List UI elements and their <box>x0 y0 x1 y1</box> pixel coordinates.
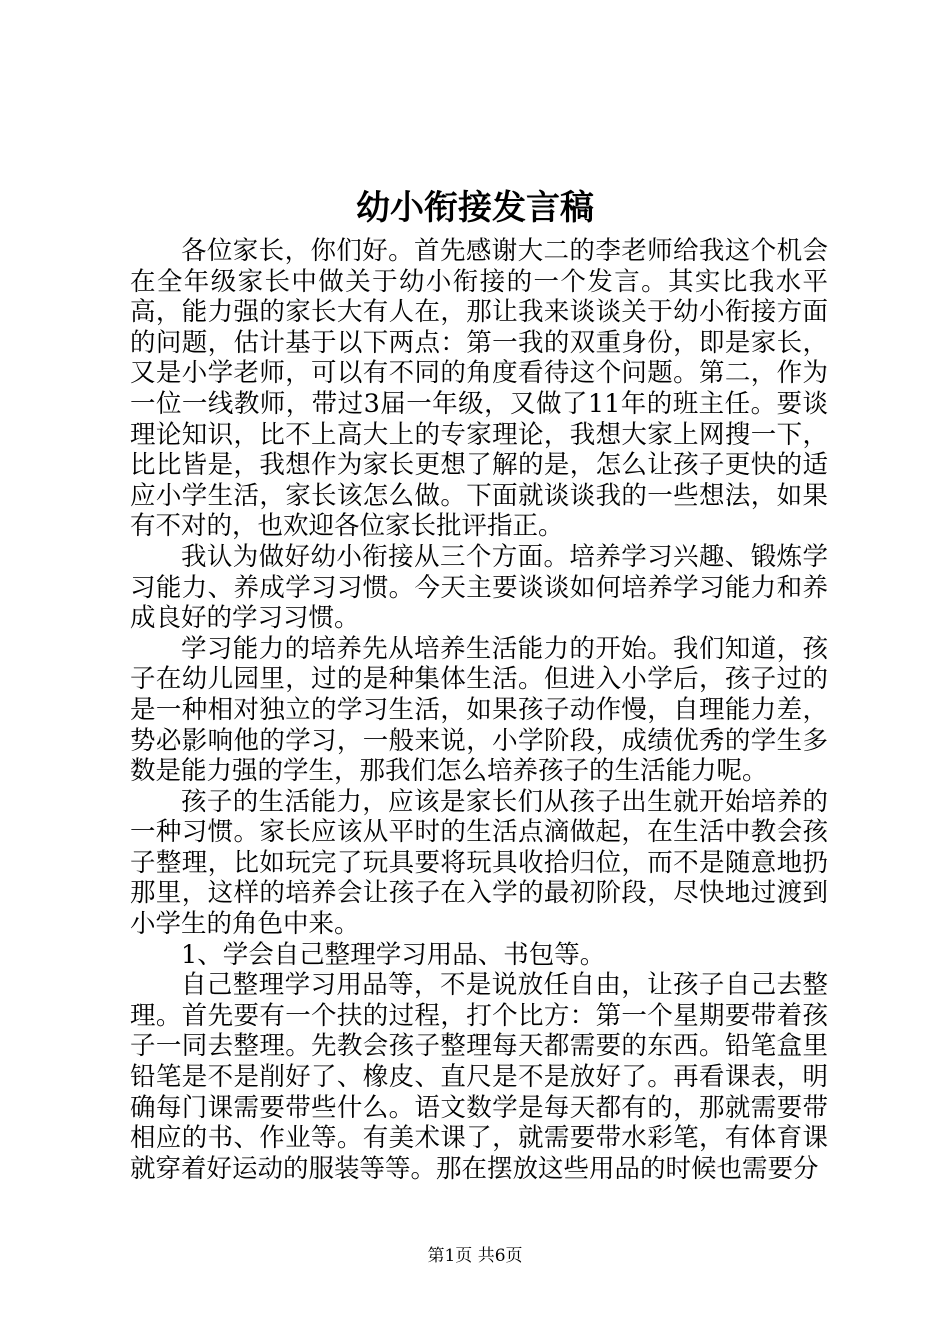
paragraph-1: 各位家长，你们好。首先感谢大二的李老师给我这个机会在全年级家长中做关于幼小衔接的一个发言。其实比我水平高，能力强的家长大有人在，那让我来谈谈关于幼小衔接方面的问题，估计基于以下两点：第一我的双重身份，即是家长，又是小学老师，可以有不同的角度看待这个问题。第二，作为一位一线教师，带过3届一年级，又做了11年的班主任。要谈理论知识，比不上高大上的专家理论，我想大家上网搜一下，比比皆是，我想作为家长更想了解的是，怎么让孩子更快的适应小学生活，家长该怎么做。下面就谈谈我的一些想法，如果有不对的，也欢迎各位家长批评指正。 <box>130 236 828 542</box>
document-title: 幼小衔接发言稿 <box>356 188 594 228</box>
paragraph-5-list-item: 1、学会自己整理学习用品、书包等。 <box>181 939 606 970</box>
paragraph-3: 学习能力的培养先从培养生活能力的开始。我们知道，孩子在幼儿园里，过的是种集体生活。但进入小学后，孩子过的是一种相对独立的学习生活，如果孩子动作慢，自理能力差，势必影响他的学习，一般来说，小学阶段，成绩优秀的学生多数是能力强的学生，那我们怎么培养孩子的生活能力呢。 <box>130 633 828 787</box>
paragraph-2: 我认为做好幼小衔接从三个方面。培养学习兴趣、锻炼学习能力、养成学习习惯。今天主要谈谈如何培养学习能力和养成良好的学习习惯。 <box>130 541 828 634</box>
paragraph-6: 自己整理学习用品等，不是说放任自由，让孩子自己去整理。首先要有一个扶的过程，打个比方：第一个星期要带着孩子一同去整理。先教会孩子整理每天都需要的东西。铅笔盒里铅笔是不是削好了、橡皮、直尺是不是放好了。再看课表，明确每门课需要带些什么。语文数学是每天都有的，那就需要带相应的书、作业等。有美术课了，就需要带水彩笔，有体育课就穿着好运动的服装等等。那在摆放这些用品的时候也需要分 <box>130 970 828 1184</box>
paragraph-4: 孩子的生活能力，应该是家长们从孩子出生就开始培养的一种习惯。家长应该从平时的生活点滴做起，在生活中教会孩子整理，比如玩完了玩具要将玩具收拾归位，而不是随意地扔那里，这样的培养会让孩子在入学的最初阶段，尽快地过渡到小学生的角色中来。 <box>130 786 828 940</box>
document-body <box>130 236 828 1184</box>
page-footer: 第1页 共6页 <box>427 1246 523 1266</box>
